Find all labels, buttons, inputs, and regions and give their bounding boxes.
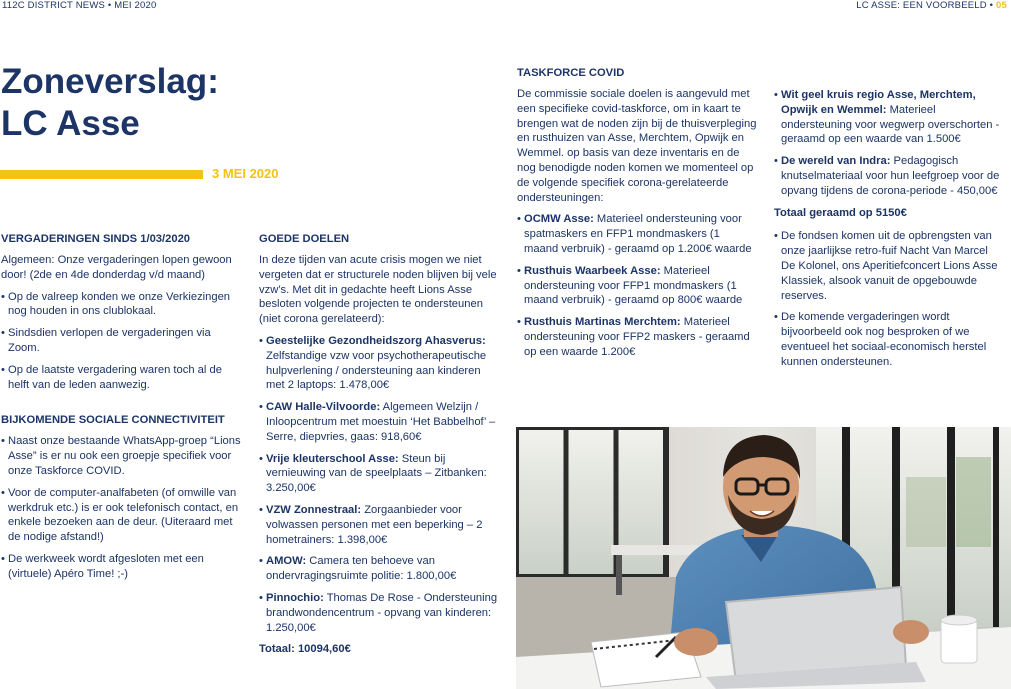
title-line-2: LC Asse — [1, 104, 140, 143]
item-name: Rusthuis Waarbeek Asse: — [524, 264, 661, 277]
man-with-laptop-photo — [516, 427, 1011, 689]
list-item — [517, 315, 757, 359]
list-item — [517, 212, 757, 256]
connectivity-heading: BIJKOMENDE SOCIALE CONNECTIVITEIT — [1, 414, 225, 427]
list-item: • De werkweek wordt afgesloten met een (virtuele) Apéro Time! ;-) — [1, 552, 241, 582]
list-item — [259, 452, 499, 496]
list-item — [517, 264, 757, 308]
list-item: • Naast onze bestaande WhatsApp-groep “Lions Asse” is er nu ook een groepje specifiek voor onze Taskforce COVID. — [1, 434, 241, 478]
running-header-right — [856, 0, 1007, 11]
photo-illustration — [516, 427, 1011, 689]
item-name: Vrije kleuterschool Asse: — [266, 452, 399, 465]
item-name: Wit geel kruis regio Asse, Merchtem, Opwijk en Wemmel: — [781, 89, 976, 116]
accent-bar — [0, 170, 203, 179]
item-name: Geestelijke Gezondheidszorg Ahasverus: — [266, 334, 486, 347]
list-item — [259, 503, 499, 547]
list-item: • Sindsdien verlopen de vergaderingen via Zoom. — [1, 326, 241, 356]
title-line-1: Zoneverslag: — [1, 62, 219, 101]
list-item — [259, 400, 499, 444]
good-causes-intro: In deze tijden van acute crisis mogen we niet vergeten dat er structurele noden blijven bij vele vzw’s. Met dit in gedachte heeft Lions Asse besloten volgende projecten te ondersteunen (niet corona gerelateerd): — [259, 254, 497, 326]
item-name: Pinnochio: — [266, 591, 324, 604]
taskforce-intro: De commissie sociale doelen is aangevuld met een specifieke covid-taskforce, om in kaart te brengen wat de noden zijn bij de thuisverpleging en rusthuizen van Asse, Merchtem, Opwijk en Wemmel. op basis van deze inventaris en de nog benodigde noden komen we momenteel op de volgende specifiek corona-gerelateerde ondersteuningen: — [517, 88, 757, 204]
item-name: AMOW: — [266, 555, 307, 568]
list-item — [774, 154, 1004, 198]
list-item: • De fondsen komen uit de opbrengsten van onze jaarlijkse retro-fuif Nacht Van Marcel De Kolonel, ons Aperitiefconcert Lions Asse Klassiek, alsook vanuit de opgebouwde reserves. — [774, 229, 1004, 303]
item-text: Algemeen Welzijn / Inloopcentrum met moestuin ‘Het Babbelhof’ – Serre, diepvries, gaas: 918,60€ — [266, 401, 496, 443]
connectivity-list — [1, 434, 241, 581]
item-name: De wereld van Indra: — [781, 155, 891, 168]
good-causes-list — [259, 334, 499, 635]
item-text: Materieel ondersteuning voor spatmaskers en FFP1 mondmaskers (1 maand verbruik) - geraamd op 1.200€ waarde — [524, 213, 752, 255]
list-item: • De komende vergaderingen wordt bijvoorbeeld ook nog besproken of we eventueel het sociaal-economisch herstel kunnen ondersteunen. — [774, 310, 1004, 369]
item-text: Zorgaanbieder voor volwassen personen met een beperking – 2 hometrainers: 1.398,00€ — [266, 503, 483, 546]
header-section-title: LC ASSE: EEN VOORBEELD • — [856, 0, 994, 11]
list-item: • Op de valreep konden we onze Verkiezingen nog houden in ons clublokaal. — [1, 290, 241, 320]
column-4 — [774, 88, 1004, 377]
item-text: Pedagogisch knutselmateriaal voor hun leefgroep voor de opvang tijdens de corona-periode - 450,00€ — [781, 155, 1000, 197]
item-text: Materieel ondersteuning voor FFP2 maskers - geraamd op een waarde 1.200€ — [524, 316, 750, 358]
item-name: OCMW Asse: — [524, 213, 594, 226]
page-title — [1, 61, 219, 145]
list-item — [259, 591, 499, 635]
column-3 — [517, 66, 757, 367]
meetings-heading: VERGADERINGEN SINDS 1/03/2020 — [1, 233, 191, 245]
taskforce-total: Totaal geraamd op 5150€ — [774, 206, 907, 219]
funding-list — [774, 229, 1004, 369]
list-item — [259, 334, 499, 393]
list-item: • Voor de computer-analfabeten (of omwille van werkdruk etc.) is er ook telefonisch contact, en enkele bezoeken aan de deur. (Uiteraard met de nodige afstand!) — [1, 486, 241, 545]
page-number: 05 — [996, 0, 1007, 11]
item-name: VZW Zonnestraal: — [266, 503, 362, 516]
list-item: • Op de laatste vergadering waren toch al de helft van de leden aanwezig. — [1, 363, 241, 393]
taskforce-heading: TASKFORCE COVID — [517, 67, 625, 79]
good-causes-heading: GOEDE DOELEN — [259, 233, 350, 245]
taskforce-list-continued — [774, 88, 1004, 199]
item-text: Zelfstandige vzw voor psychotherapeutische hulpverlening / ondersteuning aan kinderen met 2 laptops: 1.478,00€ — [266, 349, 487, 392]
article-date: 3 MEI 2020 — [212, 166, 279, 181]
item-text: Thomas De Rose - Ondersteuning brandwondencentrum - opvang van kinderen: 1.250,00€ — [266, 591, 498, 634]
column-2 — [259, 232, 499, 666]
running-header-left: 112C DISTRICT NEWS • MEI 2020 — [2, 0, 157, 11]
meetings-list — [1, 290, 241, 393]
item-name: Rusthuis Martinas Merchtem: — [524, 316, 681, 329]
item-text: Materieel ondersteuning voor FFP1 mondmaskers (1 maand verbruik) - geraamd op 800€ waarde — [524, 264, 743, 307]
item-text: Steun bij vernieuwing van de speelplaats – Zitbanken: 3.250,00€ — [266, 452, 487, 495]
item-text: Camera ten behoeve van ondervragingsruimte politie: 1.800,00€ — [266, 555, 457, 583]
meetings-intro: Algemeen: Onze vergaderingen lopen gewoon door! (2de en 4de donderdag v/d maand) — [1, 254, 232, 281]
good-causes-total: Totaal: 10094,60€ — [259, 643, 351, 656]
item-name: CAW Halle-Vilvoorde: — [266, 401, 381, 414]
list-item — [259, 554, 499, 584]
item-text: Materieel ondersteuning voor wegwerp overschorten - geraamd op een waarde van 1.500€ — [781, 103, 1000, 146]
list-item — [774, 88, 1004, 147]
taskforce-list — [517, 212, 757, 359]
column-1 — [1, 232, 241, 589]
